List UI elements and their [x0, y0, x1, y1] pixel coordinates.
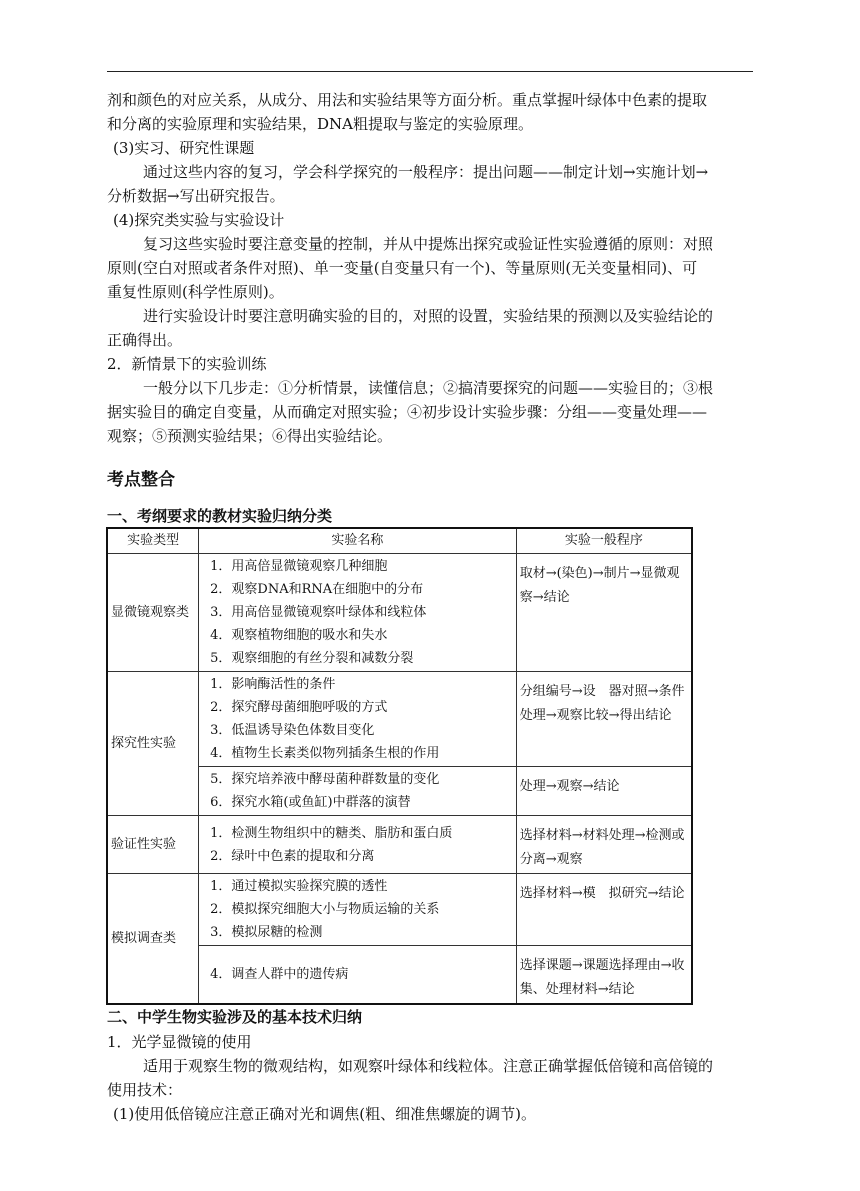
names-cell — [199, 874, 517, 946]
outro-line: 适用于观察生物的微观结构，如观察叶绿体和线粒体。注意正确掌握低倍镜和高倍镜的 — [143, 1057, 714, 1075]
experiment-name: 1．检测生物组织中的糖类、脂肪和蛋白质 — [210, 825, 453, 841]
names-cell — [199, 816, 517, 874]
experiment-name: 2．观察DNA和RNA在细胞中的分布 — [210, 582, 424, 597]
experiment-name: 2．绿叶中色素的提取和分离 — [210, 848, 375, 864]
intro-line: 通过这些内容的复习，学会科学探究的一般程序：提出问题——制定计划→实施计划→ — [143, 163, 709, 181]
intro-line: 剂和颜色的对应关系，从成分、用法和实验结果等方面分析。重点掌握叶绿体中色素的提取 — [107, 91, 708, 109]
names-cell — [199, 554, 517, 672]
type-cell: 验证性实验 — [107, 816, 199, 874]
experiment-name: 3．用高倍显微镜观察叶绿体和线粒体 — [210, 605, 427, 620]
experiment-name: 5．观察细胞的有丝分裂和减数分裂 — [210, 651, 414, 666]
experiment-table — [106, 527, 693, 1005]
procedure-cell: 选择材料→材料处理→检测或分离→观察 — [516, 816, 692, 874]
section-title: 考点整合 — [107, 470, 175, 490]
header-procedure: 实验一般程序 — [516, 528, 692, 554]
experiment-name: 1．通过模拟实验探究膜的透性 — [210, 879, 388, 894]
procedure-cell: 取材→(染色)→制片→显微观察→结论 — [516, 554, 692, 672]
procedure-cell: 选择材料→模 拟研究→结论 — [516, 874, 692, 946]
intro-line: 复习这些实验时要注意变量的控制，并从中提炼出探究或验证性实验遵循的原则：对照 — [143, 235, 714, 253]
table-row — [107, 816, 692, 874]
experiment-name: 2．模拟探究细胞大小与物质运输的关系 — [210, 902, 440, 917]
section2-title: 二、中学生物实验涉及的基本技术归纳 — [107, 1008, 363, 1026]
table-header-row — [107, 528, 692, 554]
experiment-name: 3．低温诱导染色体数目变化 — [210, 723, 375, 738]
type-cell: 模拟调查类 — [107, 874, 199, 1005]
table-row — [107, 672, 692, 767]
experiment-name: 4．调查人群中的遗传病 — [210, 967, 349, 982]
names-cell — [199, 946, 517, 1005]
experiment-name: 4．植物生长素类似物列插条生根的作用 — [210, 746, 440, 761]
header-rule — [107, 71, 753, 72]
outro-line: (1)使用低倍镜应注意正确对光和调焦(粗、细准焦螺旋的调节)。 — [113, 1105, 536, 1123]
intro-line: 据实验目的确定自变量，从而确定对照实验；④初步设计实验步骤：分组——变量处理—— — [107, 403, 708, 421]
procedure-cell: 分组编号→设 器对照→条件处理→观察比较→得出结论 — [516, 672, 692, 767]
header-name: 实验名称 — [199, 528, 517, 554]
intro-line: 和分离的实验原理和实验结果，DNA粗提取与鉴定的实验原理。 — [107, 115, 533, 133]
type-cell: 显微镜观察类 — [107, 554, 199, 672]
experiment-name: 2．探究酵母菌细胞呼吸的方式 — [210, 700, 388, 715]
procedure-cell: 处理→观察→结论 — [516, 767, 692, 816]
experiment-name: 4．观察植物细胞的吸水和失水 — [210, 628, 388, 643]
experiment-name: 6．探究水箱(或鱼缸)中群落的演替 — [210, 795, 411, 810]
subheading: (3)实习、研究性课题 — [113, 139, 255, 157]
subheading: (4)探究类实验与实验设计 — [113, 211, 285, 229]
outro-line: 使用技术： — [107, 1081, 183, 1099]
intro-line: 进行实验设计时要注意明确实验的目的，对照的设置，实验结果的预测以及实验结论的 — [143, 307, 714, 325]
intro-line: 正确得出。 — [107, 331, 183, 349]
table-row — [107, 874, 692, 946]
table-title: 一、考纲要求的教材实验归纳分类 — [107, 507, 333, 525]
procedure-cell: 选择课题→课题选择理由→收集、处理材料→结论 — [516, 946, 692, 1005]
intro-line: 分析数据→写出研究报告。 — [107, 187, 285, 205]
subheading: 2．新情景下的实验训练 — [107, 355, 267, 373]
names-cell — [199, 672, 517, 767]
experiment-name: 5．探究培养液中酵母菌种群数量的变化 — [210, 772, 440, 787]
header-type: 实验类型 — [107, 528, 199, 554]
table-row — [107, 554, 692, 672]
intro-line: 重复性原则(科学性原则)。 — [107, 283, 284, 301]
intro-line: 观察；⑤预测实验结果；⑥得出实验结论。 — [107, 427, 393, 445]
experiment-name: 3．模拟尿糖的检测 — [210, 925, 323, 940]
intro-line: 一般分以下几步走：①分析情景，读懂信息；②搞清要探究的问题——实验目的；③根 — [143, 379, 714, 397]
intro-line: 原则(空白对照或者条件对照)、单一变量(自变量只有一个)、等量原则(无关变量相同)、可 — [107, 259, 698, 277]
experiment-name: 1．用高倍显微镜观察几种细胞 — [210, 559, 388, 574]
names-cell — [199, 767, 517, 816]
subheading: 1．光学显微镜的使用 — [107, 1033, 252, 1051]
type-cell: 探究性实验 — [107, 672, 199, 816]
experiment-name: 1．影响酶活性的条件 — [210, 677, 336, 692]
